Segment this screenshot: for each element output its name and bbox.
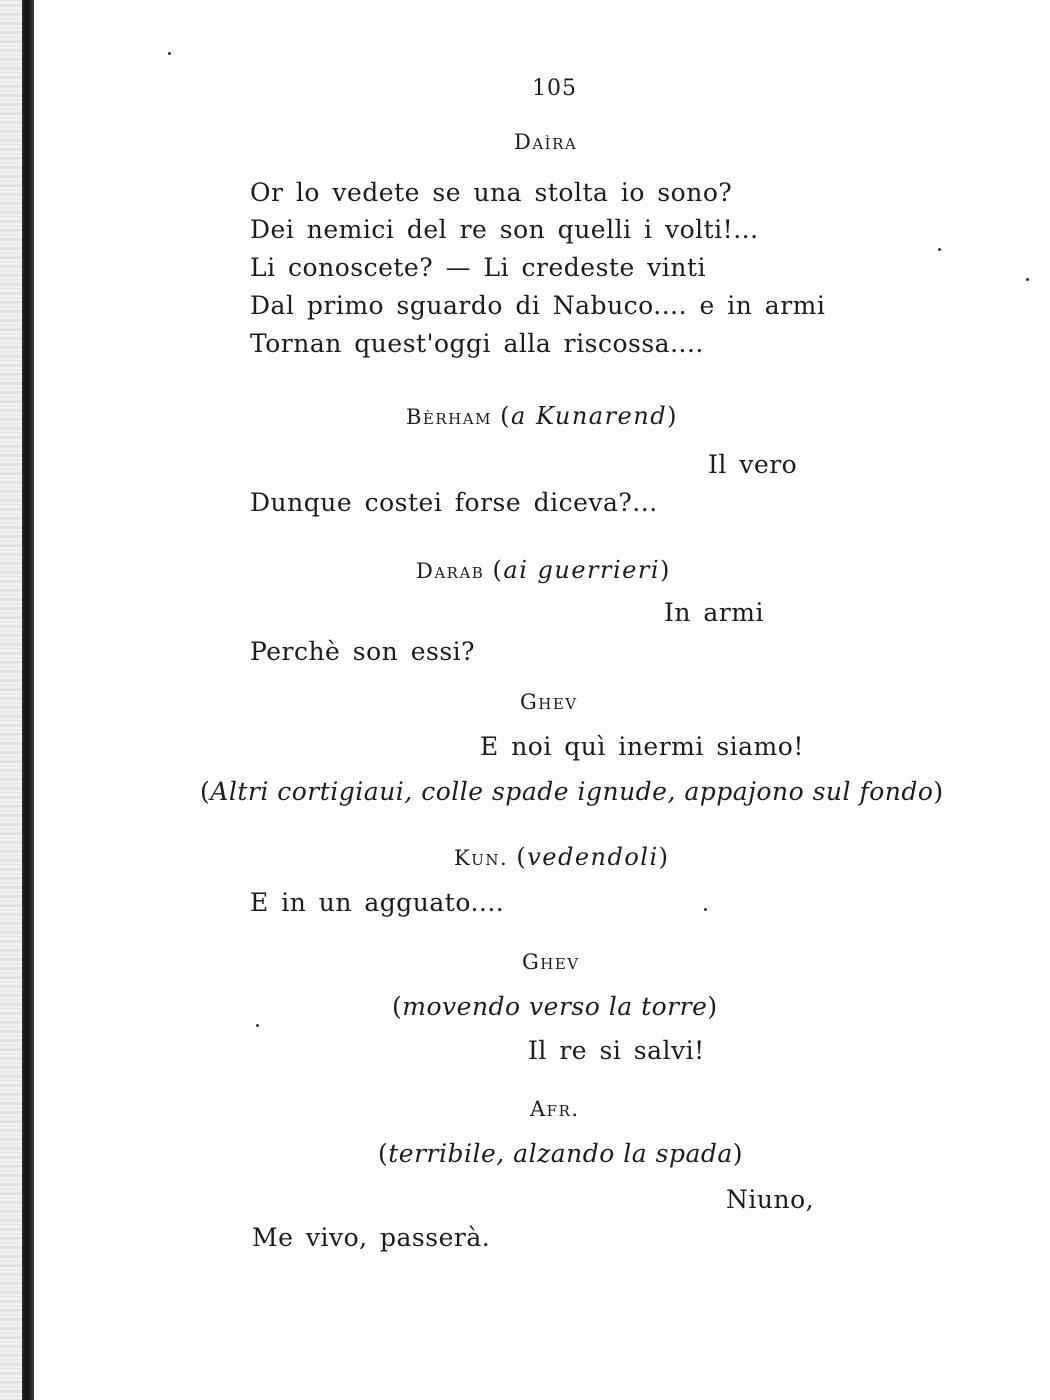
stage-direction: a Kunarend: [511, 402, 668, 430]
print-speck: [704, 908, 707, 911]
print-speck: [1026, 278, 1029, 281]
stage-direction: movendo verso la torre: [402, 992, 708, 1021]
verse-line-end: Il vero: [708, 450, 798, 479]
speaker-ghev: Ghev: [520, 690, 578, 714]
speaker-name: Bèrham: [406, 405, 492, 429]
verse-line: Li conoscete? — Li credeste vinti: [250, 253, 706, 282]
page-number: 105: [532, 76, 577, 101]
stage-direction-line: (movendo verso la torre): [392, 992, 718, 1021]
print-speck: [938, 248, 941, 251]
verse-line-end: Il re si salvi!: [528, 1036, 705, 1065]
stage-direction-line: (terribile, alzando la spada): [378, 1139, 744, 1168]
verse-line: Dunque costei forse diceva?...: [250, 488, 658, 517]
stage-direction: terribile, alzando la spada: [388, 1139, 733, 1168]
verse-line: Perchè son essi?: [250, 637, 476, 666]
stage-direction: Altri cortigiaui, colle spade ignude, appajono sul fondo: [210, 777, 934, 806]
print-speck: [256, 1024, 259, 1027]
speaker-kun: Kun. (vedendoli): [454, 843, 670, 871]
speaker-afr: Afr.: [530, 1097, 580, 1121]
speaker-darab: Darab (ai guerrieri): [416, 556, 671, 584]
stage-direction: vedendoli: [527, 843, 659, 871]
verse-line: E in un agguato....: [250, 888, 505, 917]
scan-edge-texture: [0, 0, 22, 1400]
verse-line-end: E noi quì inermi siamo!: [480, 732, 804, 761]
stage-direction-line: (Altri cortigiaui, colle spade ignude, appajono sul fondo): [200, 777, 944, 806]
verse-line: Tornan quest'oggi alla riscossa....: [250, 329, 704, 358]
speaker-berham: Bèrham (a Kunarend): [406, 402, 678, 430]
verse-line: Me vivo, passerà.: [252, 1223, 491, 1252]
stage-direction: ai guerrieri: [503, 556, 660, 584]
verse-line: Dal primo sguardo di Nabuco.... e in armi: [250, 291, 826, 320]
speaker-name: Darab: [416, 559, 485, 583]
speaker-name: Kun.: [454, 846, 509, 870]
print-speck: [168, 52, 171, 55]
book-spine-shadow: [22, 0, 34, 1400]
verse-line: Or lo vedete se una stolta io sono?: [250, 178, 733, 207]
verse-line-end: In armi: [664, 598, 764, 627]
verse-line-end: Niuno,: [726, 1185, 815, 1214]
verse-line: Dei nemici del re son quelli i volti!...: [250, 215, 759, 244]
speaker-daira: Daìra: [514, 130, 578, 154]
speaker-ghev: Ghev: [522, 950, 580, 974]
